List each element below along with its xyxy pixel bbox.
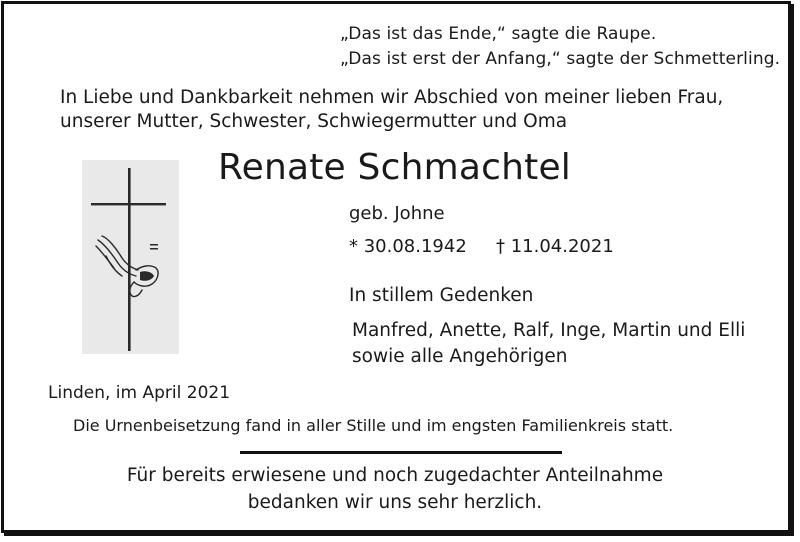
cross-with-praying-hands-icon — [82, 160, 179, 354]
thanks-line-2: bedanken wir uns sehr herzlich. — [247, 492, 543, 513]
thanks-line-1: Für bereits erwiesene und noch zugedachter Anteilnahme — [126, 465, 664, 486]
quote-line-2: „Das ist erst der Anfang,“ sagte der Schmetterling. — [340, 49, 781, 69]
place-date: Linden, im April 2021 — [48, 383, 231, 403]
deceased-name: Renate Schmachtel — [218, 147, 571, 188]
memorial-heading: In stillem Gedenken — [349, 285, 534, 306]
family-line-1: Manfred, Anette, Ralf, Inge, Martin und Elli — [352, 320, 746, 341]
intro-line-1: In Liebe und Dankbarkeit nehmen wir Abschied von meiner lieben Frau, — [60, 87, 724, 108]
intro-line-2: unserer Mutter, Schwester, Schwiegermutter und Oma — [60, 111, 568, 132]
divider-line — [240, 451, 562, 454]
family-line-2: sowie alle Angehörigen — [352, 346, 568, 367]
burial-note: Die Urnenbeisetzung fand in aller Stille und im engsten Familienkreis statt. — [73, 416, 674, 435]
quote-line-1: „Das ist das Ende,“ sagte die Raupe. — [340, 24, 657, 44]
maiden-name: geb. Johne — [349, 203, 445, 224]
birth-date: * 30.08.1942 — [349, 236, 467, 257]
death-date: † 11.04.2021 — [496, 236, 614, 257]
